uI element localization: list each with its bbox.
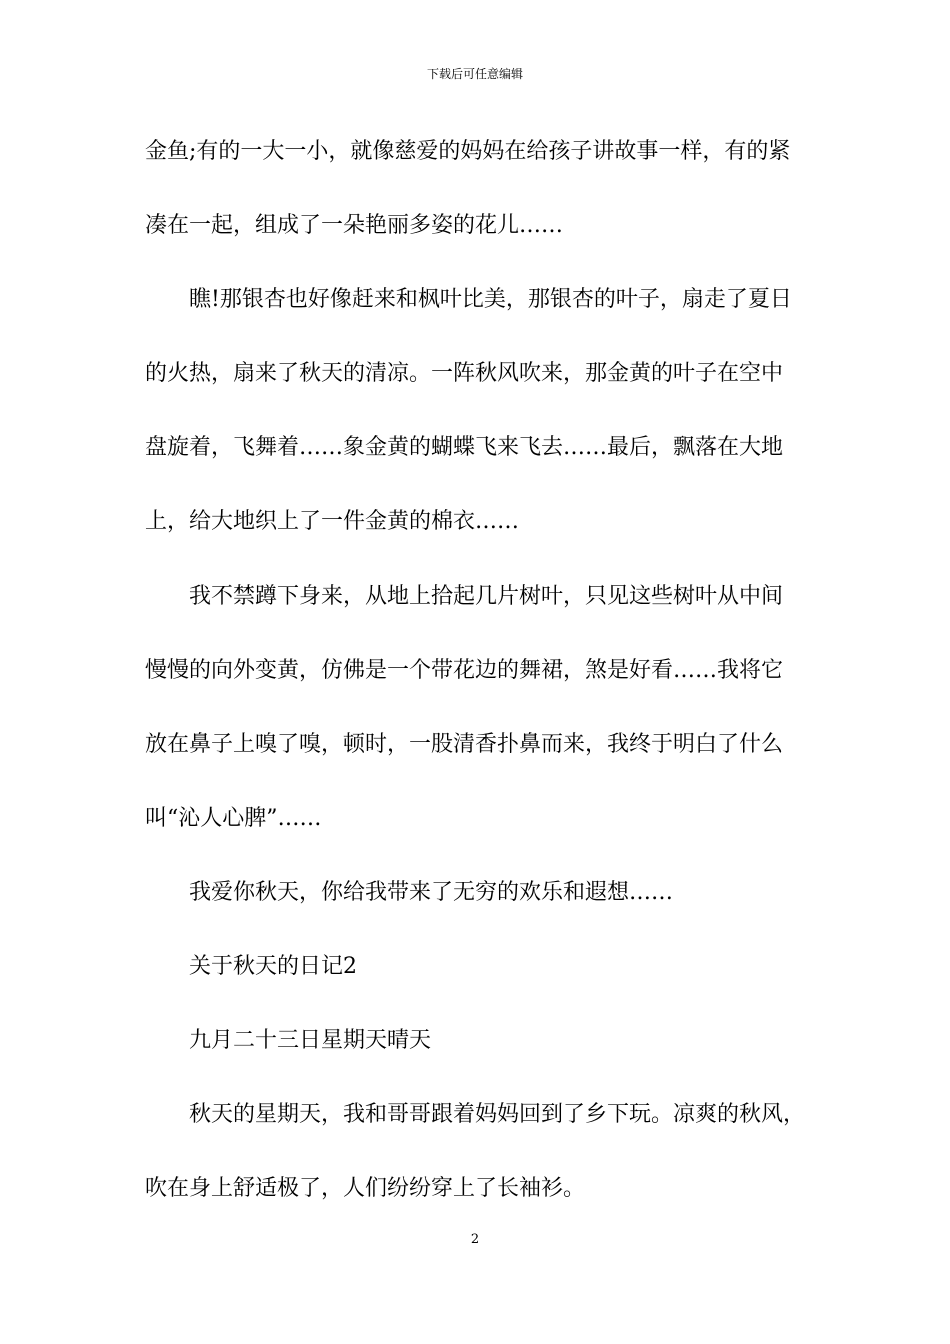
text-line: 放在鼻子上嗅了嗅，顿时，一股清香扑鼻而来，我终于明白了什么	[145, 732, 784, 757]
text-line: 慢慢的向外变黄，仿佛是一个带花边的舞裙，煞是好看……我将它	[145, 658, 784, 683]
diary-date-line: 九月二十三日星期天晴天	[189, 1028, 432, 1053]
text-line: 上，给大地织上了一件金黄的棉衣……	[145, 509, 520, 534]
text-line: 我不禁蹲下身来，从地上拾起几片树叶，只见这些树叶从中间	[189, 584, 784, 609]
text-line: 叫“沁人心脾”……	[145, 806, 322, 831]
text-line: 瞧!那银杏也好像赶来和枫叶比美，那银杏的叶子，扇走了夏日	[189, 287, 792, 312]
text-line: 金鱼;有的一大一小，就像慈爱的妈妈在给孩子讲故事一样，有的紧	[145, 139, 791, 164]
section-heading: 关于秋天的日记2	[189, 954, 357, 979]
text-line: 的火热，扇来了秋天的清凉。一阵秋风吹来，那金黄的叶子在空中	[145, 361, 784, 386]
text-line: 凑在一起，组成了一朵艳丽多姿的花儿……	[145, 213, 564, 238]
text-line: 吹在身上舒适极了，人们纷纷穿上了长袖衫。	[145, 1176, 586, 1201]
page-number: 2	[470, 1232, 480, 1247]
text-line: 秋天的星期天，我和哥哥跟着妈妈回到了乡下玩。凉爽的秋风，	[189, 1102, 806, 1127]
page-header: 下载后可任意编辑	[426, 67, 523, 81]
text-line: 盘旋着，飞舞着……象金黄的蝴蝶飞来飞去……最后，飘落在大地	[145, 435, 784, 460]
text-line: 我爱你秋天，你给我带来了无穷的欢乐和遐想……	[189, 880, 674, 905]
